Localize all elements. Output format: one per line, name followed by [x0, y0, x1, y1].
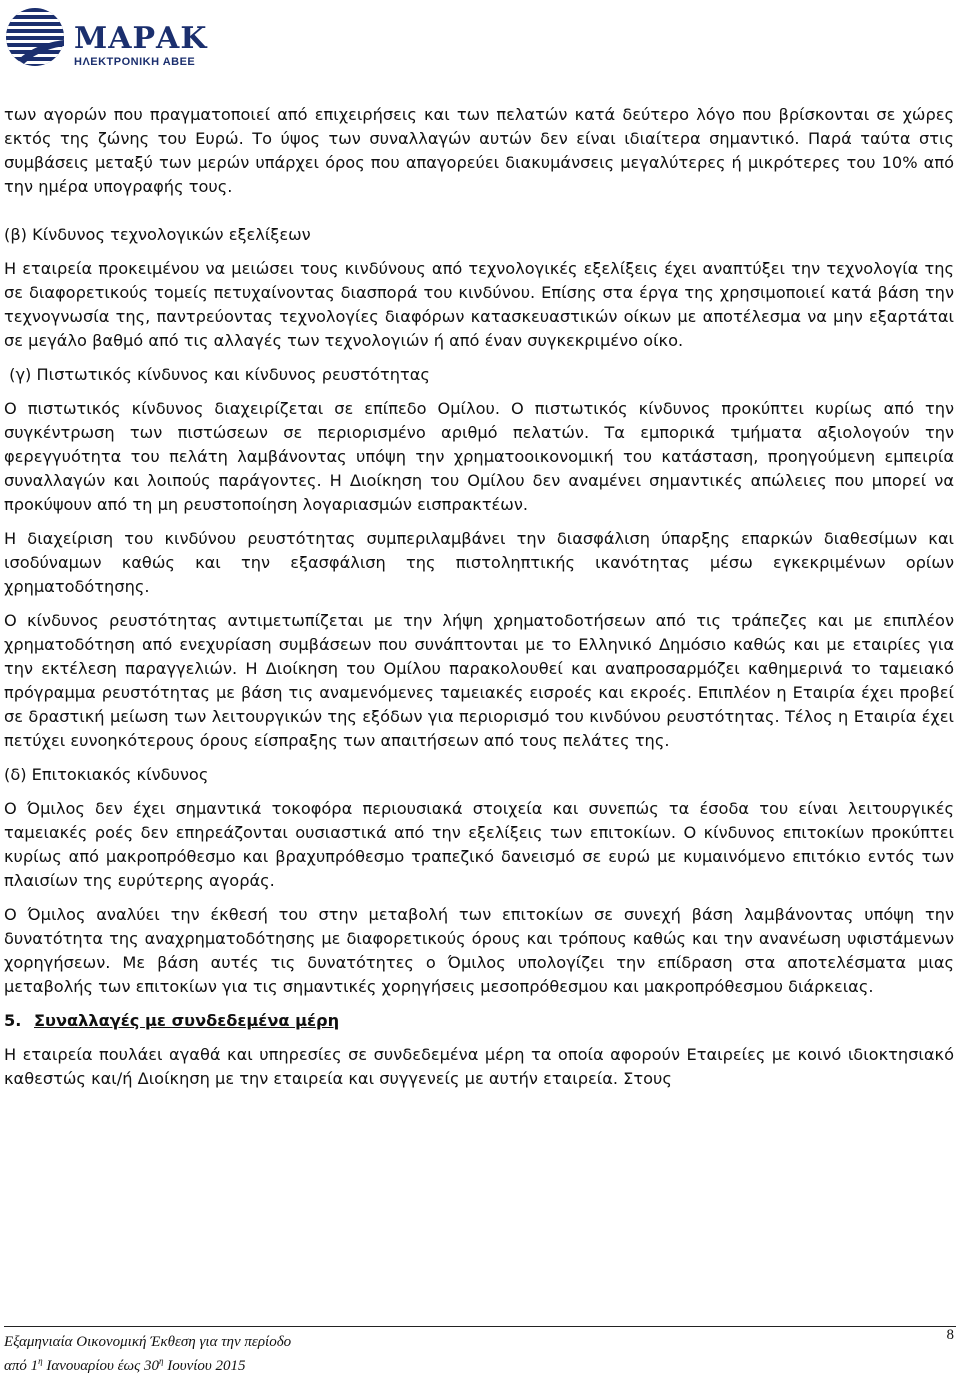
section-5-number: 5. — [4, 1011, 22, 1030]
document-body — [4, 103, 954, 1101]
risk-c-paragraph-3: Ο κίνδυνος ρευστότητας αντιμετωπίζεται με την λήψη χρηματοδοτήσεων από τις τράπεζες και με επιπλέον χρηματοδότηση από ενεχυρίαση συμβάσεων που συνάπτονται με το Ελληνικό Δημόσιο καθώς και με εταιρίες για την εκτέλεση παραγγελιών. Η Διοίκηση του Ομίλου παρακολουθεί και αναπροσαρμόζει καθημερινά το ταμειακό πρόγραμμα ρευστότητας με βάση τις αναμενόμενες ταμειακές εισροές και εκροές. Επιπλέον η Εταιρία έχει προβεί σε δραστική μείωση των λειτουργικών της εξόδων για περιορισμό του κινδύνου ρευστότητας. Τέλος η Εταιρία έχει πετύχει ευνοηκότερους όρους είσπραξης των απαιτήσεων από τους πελάτες της. — [4, 611, 954, 750]
risk-c-paragraph-1: Ο πιστωτικός κίνδυνος διαχειρίζεται σε επίπεδο Ομίλου. Ο πιστωτικός κίνδυνος προκύπτει κυρίως από την συγκέντρωση των πιστώσεων σε περιορισμένο αριθμό πελατών. Τα εμπορικά τμήματα αξιολογούν την φερεγγυότητα του πελάτη λαμβάνοντας υπόψη την χρηματοοικονομική του κατάσταση, προηγούμενη εμπειρία συναλλαγών και λοιπούς παράγοντες. Η Διοίκηση του Ομίλου δεν αναμένει σημαντικές απώλειες που μπορεί να προκύψουν από τη μη ρευστοποίηση λογαριασμών εισπρακτέων. — [4, 399, 954, 514]
company-logo — [4, 2, 208, 74]
footer-line-2: από $1^\eta$ Ιανουαρίου έως $30^\eta$ Ιουνίου 2015 — [4, 1356, 246, 1374]
risk-c-paragraph-2: Η διαχείριση του κινδύνου ρευστότητας συμπεριλαμβάνει την διασφάλιση ύπαρξης επαρκών διαθεσίμων και ισοδύναμων καθώς και την εξασφάλιση της πιστοληπτικής ικανότητας μέσω εγκεκριμένων ορίων χρηματοδότησης. — [4, 529, 954, 596]
risk-b-paragraph: Η εταιρεία προκειμένου να μειώσει τους κινδύνους από τεχνολογικές εξελίξεις έχει αναπτύξει την τεχνολογία της σε διαφορετικούς τομείς πετυχαίνοντας διασπορά του κινδύνου. Επίσης στα έργα της χρησιμοποιεί κατά βάση την τεχνογνωσία της, παντρεύοντας τεχνολογίες διαφόρων κατασκευαστικών οίκων με αποτέλεσμα να μην εξαρτάται σε μεγάλο βαθμό από τις αλλαγές των τεχνολογιών ή από έναν συγκεκριμένο οίκο. — [4, 259, 954, 350]
risk-c-heading: (γ) Πιστωτικός κίνδυνος και κίνδυνος ρευστότητας — [4, 365, 430, 384]
section-5-title: Συναλλαγές με συνδεδεμένα μέρη — [34, 1011, 340, 1030]
risk-d-paragraph-1: Ο Όμιλος δεν έχει σημαντικά τοκοφόρα περιουσιακά στοιχεία και συνεπώς τα έσοδα του είναι λειτουργικές ταμειακές ροές δεν επηρεάζονται ουσιαστικά από την εξελίξεις των επιτοκίων. Ο κίνδυνος επιτοκίων προκύπτει κυρίως από μακροπρόθεσμο και βραχυπρόθεσμο τραπεζικό δανεισμό σε ευρώ με κυμαινόμενο επιτόκιο εντός των πλαισίων της ευρύτερης αγοράς. — [4, 799, 954, 890]
logo-name: ΜΑΡΑΚ — [74, 21, 208, 56]
logo-subtitle: ΗΛΕΚΤΡΟΝΙΚΗ ΑΒΕΕ — [74, 56, 196, 68]
section-5-paragraph: Η εταιρεία πουλάει αγαθά και υπηρεσίες σε συνδεδεμένα μέρη τα οποία αφορούν Εταιρείες με κοινό ιδιοκτησιακό καθεστώς και/ή Διοίκηση με την εταιρεία και συγγενείς με αυτήν εταιρεία. Στους — [4, 1045, 954, 1088]
page-footer — [4, 1326, 956, 1374]
risk-d-heading: (δ) Επιτοκιακός κίνδυνος — [4, 765, 209, 784]
section-5-heading — [4, 1009, 954, 1033]
risk-b-heading: (β) Κίνδυνος τεχνολογικών εξελίξεων — [4, 225, 311, 244]
globe-icon — [4, 4, 66, 68]
risk-d-paragraph-2: Ο Όμιλος αναλύει την έκθεσή του στην μεταβολή των επιτοκίων σε συνεχή βάση λαμβάνοντας υπόψη την δυνατότητα της αναχρηματοδότησης με διαφορετικούς όρους και τρόπους καθώς και την ανανέωση υφιστάμενων χορηγήσεων. Με βάση αυτές τις δυνατότητες ο Όμιλος υπολογίζει την επίδραση στα αποτελέσματα μιας μεταβολής των επιτοκίων για τις σημαντικές χορηγήσεις μεσοπρόθεσμου και μακροπρόθεσμου διάρκειας. — [4, 905, 954, 996]
intro-paragraph: των αγορών που πραγματοποιεί από επιχειρήσεις και των πελατών κατά δεύτερο λόγο που βρίσκονται σε χώρες εκτός της ζώνης του Ευρώ. Το ύψος των συναλλαγών αυτών δεν είναι ιδιαίτερα σημαντικό. Παρά ταύτα στις συμβάσεις μεταξύ των μερών υπάρχει όρος που απαγορεύει διακυμάνσεις μεγαλύτερες ή μικρότερες του 10% από την ημέρα υπογραφής τους. — [4, 105, 954, 196]
footer-report-title — [4, 1333, 291, 1376]
footer-line-1: Εξαμηνιαία Οικονομική Έκθεση για την περίοδο — [4, 1334, 292, 1350]
page-number: 8 — [946, 1327, 954, 1343]
